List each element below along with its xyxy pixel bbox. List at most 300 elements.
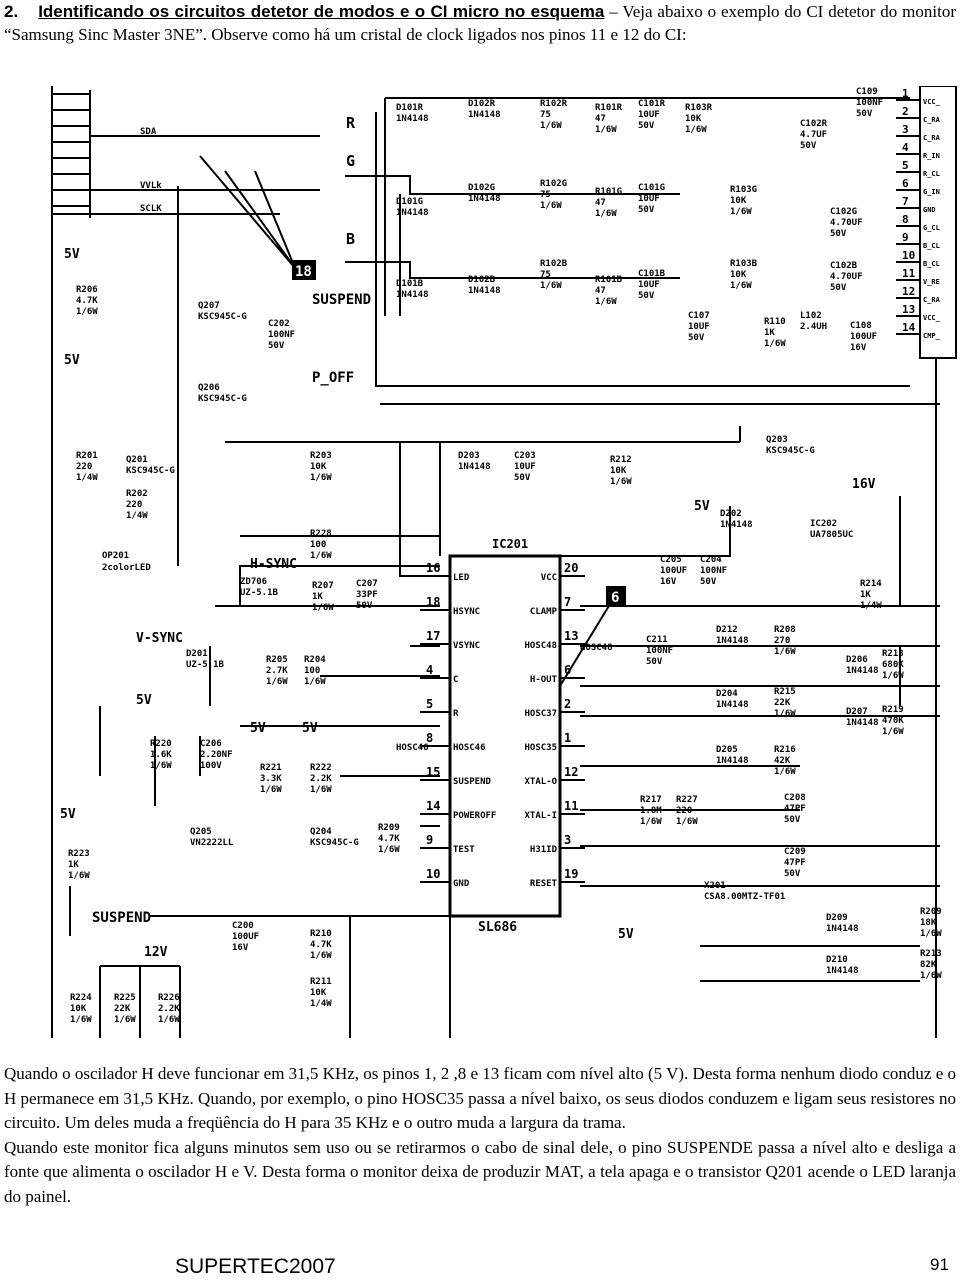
connector-pin-number: 6: [902, 177, 909, 190]
component-rating: 50V: [830, 283, 847, 293]
label-5v-e: 5V: [302, 721, 318, 736]
component-rating: 1/6W: [260, 785, 282, 795]
component-c109: [856, 87, 883, 119]
component-ref: C206: [200, 739, 222, 749]
ic-pin-name: R: [453, 709, 459, 719]
label-op201: OP201: [102, 551, 130, 561]
component-ref: R211: [310, 977, 332, 987]
component-c208: [784, 793, 806, 825]
component-r215: [774, 687, 796, 719]
component-rating: 1/6W: [774, 647, 796, 657]
component-rating: 1/6W: [595, 297, 617, 307]
ic-pin-name: HOSC48: [524, 641, 557, 651]
component-ref: Q204: [310, 827, 332, 837]
component-rating: 1/6W: [882, 671, 904, 681]
ic-pin-name: H31ID: [529, 845, 557, 855]
ic-pin-number: 10: [426, 867, 441, 881]
label-5v-a: 5V: [64, 247, 80, 262]
ic-pin-number: 15: [426, 765, 441, 779]
component-rating: 1/6W: [730, 281, 752, 291]
component-ref: R223: [68, 849, 90, 859]
component-ref: R220: [150, 739, 172, 749]
section-number: 2.: [4, 2, 19, 21]
ic-pin-name: GND: [453, 879, 470, 889]
component-c108: [850, 321, 877, 353]
label-suspend-in: SUSPEND: [92, 910, 152, 926]
component-r221: [260, 763, 282, 795]
component-rating: 50V: [784, 869, 801, 879]
ic-pin-number: 7: [564, 595, 572, 609]
component-d202: [720, 509, 753, 530]
component-r205: [266, 655, 288, 687]
connector-pin-number: 5: [902, 159, 909, 172]
label-b: B: [346, 230, 356, 248]
component-ref: C211: [646, 635, 668, 645]
component-c204: [700, 555, 727, 587]
ic-pin-name: POWEROFF: [453, 811, 497, 821]
component-value: 18K: [920, 918, 937, 928]
ic-pin-number: 3: [564, 833, 572, 847]
component-c101b: [638, 269, 666, 301]
component-value: VN2222LL: [190, 838, 234, 848]
component-r103g: [730, 185, 757, 217]
component-rating: 1/6W: [774, 767, 796, 777]
component-ref: D202: [720, 509, 742, 519]
component-value: 220: [676, 806, 693, 816]
component-rating: 1/4W: [76, 473, 98, 483]
ic-pin-name: C: [453, 675, 459, 685]
component-r217: [640, 795, 662, 827]
component-value: 22K: [114, 1004, 131, 1014]
ic-pin-name: HOSC35: [524, 743, 557, 753]
label-h-sync: H-SYNC: [250, 557, 297, 572]
component-r220: [150, 739, 172, 771]
component-r213: [920, 949, 942, 981]
component-d206: [846, 655, 879, 676]
component-rating: 1/6W: [774, 709, 796, 719]
component-ref: R102G: [540, 179, 568, 189]
ic-pin-name: XTAL-O: [524, 777, 557, 787]
component-ref: C109: [856, 87, 878, 97]
component-r218: [882, 649, 904, 681]
ic-pin-number: 11: [564, 799, 579, 813]
component-rating: 1/6W: [76, 307, 98, 317]
component-ref: D207: [846, 707, 868, 717]
component-r201: [76, 451, 98, 483]
component-value: 10UF: [638, 280, 660, 290]
section-intro-text: – Veja abaixo o exemplo do CI detetor do monitor “Samsung Sinc Master 3NE”. Observe como há um cristal de clock ligados nos pinos 11 e 12 do CI:: [4, 2, 956, 44]
connector-pin-label: G_IN: [923, 188, 940, 196]
component-value: 47PF: [784, 804, 806, 814]
component-ref: C102R: [800, 119, 828, 129]
component-value: 47: [595, 286, 606, 296]
component-ref: D201: [186, 649, 208, 659]
component-ref: R228: [310, 529, 332, 539]
component-value: 1K: [68, 860, 79, 870]
component-value: 1N4148: [826, 924, 859, 934]
component-value: 4.7UF: [800, 130, 828, 140]
component-ref: L102: [800, 311, 822, 321]
component-ref: D102R: [468, 99, 496, 109]
component-value: 1K: [312, 592, 323, 602]
component-value: 10UF: [688, 322, 710, 332]
component-rating: 1/6W: [70, 1015, 92, 1025]
connector-pin-label: VCC_: [923, 314, 940, 322]
component-value: KSC945C-G: [310, 838, 359, 848]
label-5v-c: 5V: [136, 693, 152, 708]
ic-pin-name: HOSC46: [453, 743, 486, 753]
connector-pin-label: C_RA: [923, 134, 940, 142]
section-intro: [4, 0, 956, 46]
component-ref: R101G: [595, 187, 623, 197]
label-v-sync: V-SYNC: [136, 631, 183, 646]
component-value: 220: [76, 462, 93, 472]
component-r102r: [540, 99, 568, 131]
component-c209: [784, 847, 806, 879]
component-ref: R102B: [540, 259, 568, 269]
component-q205: [190, 827, 234, 848]
component-ref: C205: [660, 555, 682, 565]
component-ref: R216: [774, 745, 796, 755]
label-g: G: [346, 152, 356, 170]
component-rating: 16V: [232, 943, 249, 953]
component-r103b: [730, 259, 758, 291]
component-ref: D203: [458, 451, 480, 461]
component-value: 2.20NF: [200, 750, 233, 760]
component-ref: R101B: [595, 275, 623, 285]
connector-pin-number: 10: [902, 249, 916, 262]
label-5v-d: 5V: [250, 721, 266, 736]
callout-18: [292, 260, 316, 280]
component-value: 1N4148: [458, 462, 491, 472]
component-value: 1K: [860, 590, 871, 600]
component-value: 1.6K: [150, 750, 172, 760]
component-ref: R201: [76, 451, 98, 461]
component-ref: C203: [514, 451, 536, 461]
component-value: 10K: [310, 462, 327, 472]
component-c202: [268, 319, 295, 351]
connector-pin-label: VCC_: [923, 98, 940, 106]
component-value: 4.70UF: [830, 272, 863, 282]
component-r223: [68, 849, 90, 881]
component-ref: D210: [826, 955, 848, 965]
component-ref: R103G: [730, 185, 758, 195]
component-value: 100NF: [646, 646, 674, 656]
label-12v: 12V: [144, 945, 168, 960]
component-rating: 1/6W: [310, 473, 332, 483]
connector-pin-number: 2: [902, 105, 909, 118]
ic-pin-name: RESET: [529, 879, 557, 889]
component-r214: [860, 579, 882, 611]
component-rating: 50V: [700, 577, 717, 587]
ic-pin-number: 6: [564, 663, 572, 677]
component-value: 1N4148: [716, 756, 749, 766]
ic-pin-name: HOSC37: [524, 709, 557, 719]
component-value: 470K: [882, 716, 904, 726]
component-value: 1N4148: [468, 286, 501, 296]
component-d101r: [396, 103, 429, 124]
component-ref: R215: [774, 687, 796, 697]
schematic-diagram: [40, 86, 960, 1038]
component-rating: 50V: [856, 109, 873, 119]
component-ref: Q203: [766, 435, 788, 445]
component-value: 100NF: [856, 98, 884, 108]
component-d210: [826, 955, 859, 976]
component-rating: 1/4W: [310, 999, 332, 1009]
component-d207: [846, 707, 879, 728]
component-rating: 1/4W: [860, 601, 882, 611]
component-rating: 16V: [660, 577, 677, 587]
component-value: 47: [595, 114, 606, 124]
component-r212: [610, 455, 632, 487]
component-value: 10K: [310, 988, 327, 998]
component-c102b: [830, 261, 863, 293]
paragraph-oscillator: Quando o oscilador H deve funcionar em 31,5 KHz, os pinos 1, 2 ,8 e 13 ficam com nível alto (5 V). Desta forma nenhum diodo conduz e o H permanece em 31,5 KHz. Quando, por exemplo, o pino HOSC35 passa a nível baixo, os seus diodos conduzem e ligam seus resistores no circuito. Um deles muda a freqüência do H para 35 KHz e o outro muda a largura da trama.: [4, 1064, 956, 1132]
label-sclk: SCLK: [140, 204, 162, 214]
label-suspend: SUSPEND: [312, 292, 372, 308]
component-value: 220: [126, 500, 143, 510]
ic-pin-number: 1: [564, 731, 572, 745]
component-rating: 1/6W: [640, 817, 662, 827]
connector-pin-number: 11: [902, 267, 916, 280]
component-r102b: [540, 259, 568, 291]
connector-pin-number: 3: [902, 123, 909, 136]
component-value: 1N4148: [826, 966, 859, 976]
component-ref: R204: [304, 655, 326, 665]
component-ref: R209: [378, 823, 400, 833]
component-c101g: [638, 183, 665, 215]
component-ref: R103R: [685, 103, 713, 113]
component-rating: 1/6W: [730, 207, 752, 217]
component-rating: 50V: [638, 205, 655, 215]
ic-pin-number: 13: [564, 629, 579, 643]
component-ref: Q206: [198, 383, 220, 393]
component-value: 47: [595, 198, 606, 208]
connector-pin-label: GND: [923, 206, 936, 214]
footer-brand: SUPERTEC2007: [175, 1255, 336, 1278]
label-5v-g: 5V: [618, 927, 634, 942]
component-d102r: [468, 99, 501, 120]
connector-pin-label: V_RE: [923, 278, 940, 286]
component-value: 1N4148: [396, 114, 429, 124]
ic-pin-number: 17: [426, 629, 441, 643]
component-d204: [716, 689, 749, 710]
component-d102g: [468, 183, 501, 204]
component-r209: [378, 823, 400, 855]
component-ref: D101G: [396, 197, 424, 207]
component-value: 10K: [730, 196, 747, 206]
connector-pin-label: R_CL: [923, 170, 940, 178]
component-ref: C101R: [638, 99, 666, 109]
connector-pin-number: 14: [902, 321, 916, 334]
ic-pin-number: 19: [564, 867, 579, 881]
component-d201: [186, 649, 225, 670]
component-ref: ZD706: [240, 577, 268, 587]
component-value: 33PF: [356, 590, 378, 600]
component-value: 100NF: [700, 566, 728, 576]
component-value: 10UF: [514, 462, 536, 472]
component-rating: 1/6W: [158, 1015, 180, 1025]
svg-text:18: 18: [295, 264, 312, 280]
component-ref: R218: [882, 649, 904, 659]
component-ref: D205: [716, 745, 738, 755]
component-rating: 50V: [638, 291, 655, 301]
component-value: 75: [540, 190, 551, 200]
connector-pin-number: 8: [902, 213, 909, 226]
component-ref: Q205: [190, 827, 212, 837]
component-ref: R217: [640, 795, 662, 805]
ic201-part: SL686: [478, 920, 518, 935]
component-ref: D212: [716, 625, 738, 635]
component-ref: C204: [700, 555, 722, 565]
component-ref: R208: [774, 625, 796, 635]
component-rating: 1/6W: [150, 761, 172, 771]
ic-pin-name: TEST: [453, 845, 475, 855]
component-value: 1N4148: [396, 208, 429, 218]
component-rating: 50V: [784, 815, 801, 825]
component-rating: 1/6W: [540, 201, 562, 211]
component-ref: Q207: [198, 301, 220, 311]
component-r101b: [595, 275, 623, 307]
component-value: 100UF: [232, 932, 260, 942]
component-c205: [660, 555, 687, 587]
component-ref: R222: [310, 763, 332, 773]
component-value: 1N4148: [396, 290, 429, 300]
component-ref: C207: [356, 579, 378, 589]
component-ref: C102G: [830, 207, 858, 217]
component-rating: 50V: [800, 141, 817, 151]
ic201-name: IC201: [492, 537, 529, 551]
section-heading: Identificando os circuitos detetor de modos e o CI micro no esquema: [38, 2, 605, 21]
component-ref: R214: [860, 579, 882, 589]
component-ref: C101G: [638, 183, 666, 193]
connector-pin-label: R_IN: [923, 152, 940, 160]
component-rating: 1/6W: [540, 281, 562, 291]
ic-pin-number: 18: [426, 595, 441, 609]
component-ref: Q201: [126, 455, 148, 465]
component-d209: [826, 913, 859, 934]
component-value: 10UF: [638, 110, 660, 120]
component-value: 1N4148: [716, 636, 749, 646]
component-rating: 1/6W: [595, 125, 617, 135]
component-value: UA7805UC: [810, 530, 854, 540]
component-ref: R110: [764, 317, 786, 327]
label-r: R: [346, 114, 356, 132]
component-ref: R210: [310, 929, 332, 939]
component-value: 680K: [882, 660, 904, 670]
connector-pin-label: C_RA: [923, 296, 940, 304]
component-value: 1N4148: [468, 194, 501, 204]
component-value: 10K: [70, 1004, 87, 1014]
component-value: 1N4148: [720, 520, 753, 530]
connector-pin-number: 7: [902, 195, 909, 208]
component-value: 10K: [685, 114, 702, 124]
component-value: 1K: [764, 328, 775, 338]
component-value: 100: [304, 666, 321, 676]
component-ref: D102G: [468, 183, 496, 193]
component-rating: 100V: [200, 761, 222, 771]
component-value: 82K: [920, 960, 937, 970]
component-ref: R209: [920, 907, 942, 917]
component-value: KSC945C-G: [198, 394, 247, 404]
component-c211: [646, 635, 673, 667]
component-value: 10K: [610, 466, 627, 476]
component-ref: C101B: [638, 269, 666, 279]
component-value: 42K: [774, 756, 791, 766]
component-zd706: [240, 577, 279, 598]
component-r219: [882, 705, 904, 737]
component-rating: 50V: [688, 333, 705, 343]
component-r226: [158, 993, 180, 1025]
component-ref: R207: [312, 581, 334, 591]
component-rating: 50V: [268, 341, 285, 351]
component-r228: [310, 529, 332, 561]
component-value: 2.2K: [310, 774, 332, 784]
component-r216: [774, 745, 796, 777]
connector-pin-label: CMP_: [923, 332, 940, 340]
ic-pin-number: 4: [426, 663, 434, 677]
component-r101g: [595, 187, 622, 219]
component-value: 1N4148: [716, 700, 749, 710]
component-r103r: [685, 103, 713, 135]
component-rating: 50V: [646, 657, 663, 667]
connector-pin-label: G_CL: [923, 224, 940, 232]
component-c206: [200, 739, 233, 771]
component-value: UZ-5.1B: [240, 588, 278, 598]
component-value: 100UF: [850, 332, 878, 342]
component-ref: R213: [920, 949, 942, 959]
component-ref: R219: [882, 705, 904, 715]
component-r208: [774, 625, 796, 657]
component-value: 4.7K: [310, 940, 332, 950]
component-ref: R102R: [540, 99, 568, 109]
svg-text:6: 6: [611, 590, 620, 606]
component-value: 10K: [730, 270, 747, 280]
component-value: KSC945C-G: [126, 466, 175, 476]
label-5v-f: 5V: [60, 807, 76, 822]
component-rating: 1/6W: [920, 971, 942, 981]
ic-pin-name: SUSPEND: [453, 777, 491, 787]
component-r210: [310, 929, 332, 961]
component-ref: C209: [784, 847, 806, 857]
component-l102: [800, 311, 827, 332]
label-hosc46: HOSC46: [396, 743, 429, 753]
component-ref: R103B: [730, 259, 758, 269]
ic-pin-number: 16: [426, 561, 441, 575]
component-c102g: [830, 207, 863, 239]
label-vvlk: VVLk: [140, 181, 162, 191]
ic-pin-name: LED: [453, 573, 470, 583]
component-rating: 1/4W: [126, 511, 148, 521]
component-rating: 50V: [356, 601, 373, 611]
component-d212: [716, 625, 749, 646]
component-rating: 1/6W: [310, 951, 332, 961]
ic-pin-name: HSYNC: [453, 607, 481, 617]
component-value: 100UF: [660, 566, 688, 576]
ic-pin-name: XTAL-I: [524, 811, 557, 821]
component-ref: R221: [260, 763, 282, 773]
component-rating: 1/6W: [610, 477, 632, 487]
component-ref: IC202: [810, 519, 838, 529]
callout-6: [606, 586, 626, 606]
body-text: [4, 1062, 956, 1209]
component-rating: 1/6W: [114, 1015, 136, 1025]
component-value: 75: [540, 110, 551, 120]
component-value: 10UF: [638, 194, 660, 204]
component-rating: 1/6W: [310, 785, 332, 795]
label-sda: SDA: [140, 127, 157, 137]
component-d101b: [396, 279, 429, 300]
